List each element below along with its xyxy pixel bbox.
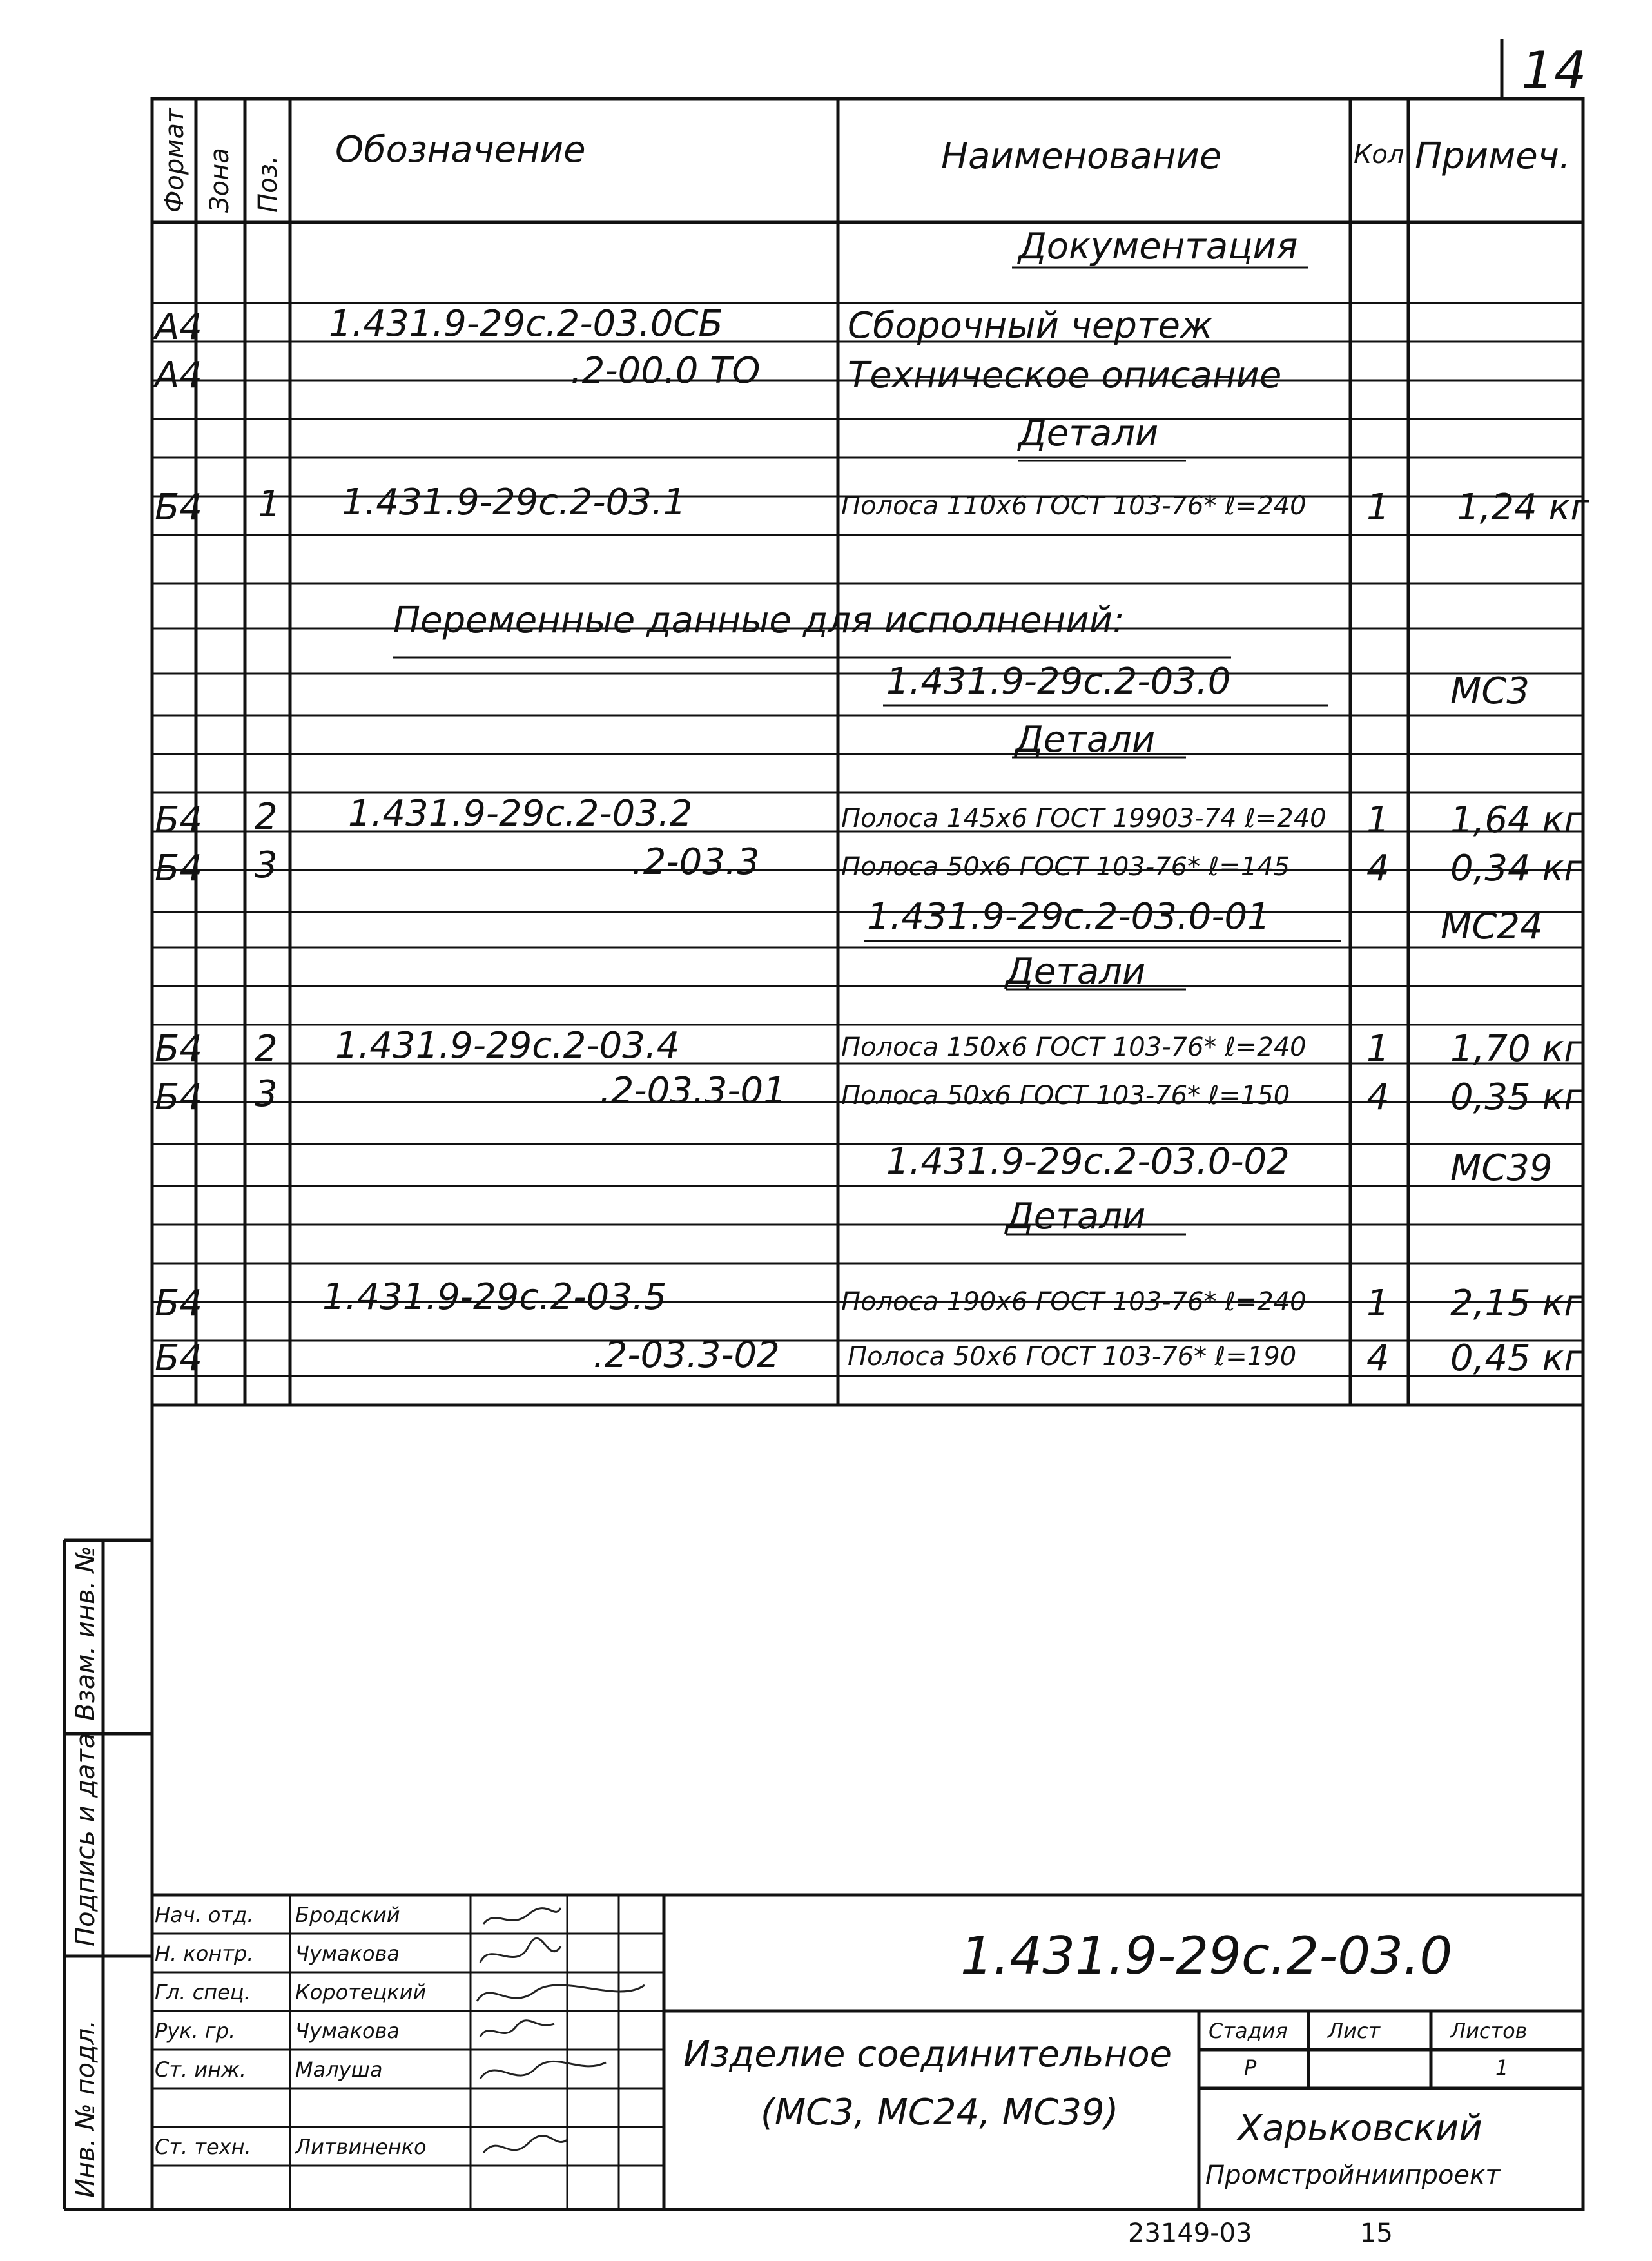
row-designation: .2-03.3-01	[599, 1070, 786, 1112]
stage-label: Стадия	[1209, 2019, 1288, 2043]
header-qty: Кол	[1354, 140, 1404, 170]
signer-role: Ст. техн.	[155, 2135, 251, 2159]
variant-designation: 1.431.9-29с.2-03.0-02	[886, 1141, 1290, 1183]
row-name: Полоса 110х6 ГОСТ 103-76* ℓ=240	[841, 491, 1307, 521]
variant-mark: МС24	[1441, 906, 1543, 947]
signer-role: Гл. спец.	[155, 1980, 251, 2004]
row-qty: 1	[1366, 799, 1390, 841]
row-name: Полоса 50х6 ГОСТ 103-76* ℓ=190	[848, 1342, 1297, 1372]
document-title: Изделие соединительное	[683, 2033, 1172, 2075]
org-name-line1: Харьковский	[1238, 2108, 1482, 2149]
signer-name: Коротецкий	[295, 1980, 427, 2004]
row-name: Сборочный чертеж	[848, 305, 1213, 347]
signer-role: Н. контр.	[155, 1941, 254, 1966]
section-title: Детали	[1015, 719, 1156, 761]
row-format: А4	[155, 354, 202, 396]
row-pos: 3	[255, 844, 278, 886]
signer-name: Чумакова	[295, 1941, 400, 1966]
variant-mark: МС39	[1450, 1147, 1553, 1189]
signer-role: Нач. отд.	[155, 1903, 254, 1927]
row-qty: 4	[1366, 1337, 1390, 1379]
row-designation: .2-00.0 ТО	[570, 350, 761, 392]
row-name: Полоса 50х6 ГОСТ 103-76* ℓ=150	[841, 1081, 1290, 1111]
row-format: А4	[155, 306, 202, 348]
header-note: Примеч.	[1415, 135, 1571, 177]
row-designation: 1.431.9-29с.2-03.2	[348, 793, 693, 835]
row-format: Б4	[155, 799, 203, 841]
variant-designation: 1.431.9-29с.2-03.0-01	[867, 896, 1270, 938]
header-zone: Зона	[205, 148, 235, 213]
side-label-sign-date: Подпись и дата	[71, 1732, 101, 1946]
side-label-inv-sub: Инв. № подл.	[71, 2020, 101, 2198]
row-note: 0,45 кг	[1450, 1337, 1583, 1379]
row-format: Б4	[155, 1283, 203, 1325]
document-code: 1.431.9-29с.2-03.0	[960, 1926, 1453, 1986]
row-designation: 1.431.9-29с.2-03.5	[322, 1276, 667, 1318]
signer-name: Литвиненко	[295, 2135, 427, 2159]
document-title-variants: (МС3, МС24, МС39)	[761, 2091, 1119, 2133]
signer-name: Чумакова	[295, 2019, 400, 2043]
signer-role: Рук. гр.	[155, 2019, 236, 2043]
row-note: 0,35 кг	[1450, 1076, 1583, 1118]
header-format: Формат	[160, 108, 189, 213]
row-format: Б4	[155, 1337, 203, 1379]
signer-role: Ст. инж.	[155, 2057, 247, 2082]
row-pos: 1	[258, 483, 281, 525]
row-qty: 1	[1366, 1028, 1390, 1070]
section-title: Детали	[1006, 1196, 1146, 1237]
row-designation: .2-03.3-02	[593, 1334, 780, 1376]
row-qty: 4	[1366, 848, 1390, 889]
row-format: Б4	[155, 848, 203, 889]
org-name-line2: Промстройниипроект	[1205, 2160, 1501, 2190]
page-number: 14	[1521, 41, 1587, 101]
row-note: 1,24 кг	[1457, 487, 1589, 529]
row-name: Полоса 50х6 ГОСТ 103-76* ℓ=145	[841, 852, 1290, 882]
sheets-value: 1	[1495, 2055, 1509, 2080]
header-pos: Поз.	[253, 155, 283, 213]
sheets-label: Листов	[1450, 2019, 1528, 2043]
row-format: Б4	[155, 1076, 203, 1118]
header-name: Наименование	[941, 135, 1222, 177]
row-designation: 1.431.9-29с.2-03.4	[335, 1025, 680, 1067]
row-qty: 1	[1366, 1283, 1390, 1325]
row-pos: 2	[255, 796, 278, 838]
sheet-label: Лист	[1328, 2019, 1381, 2043]
variable-data-title: Переменные данные для исполнений:	[393, 599, 1125, 641]
row-note: 0,34 кг	[1450, 848, 1583, 889]
header-designation: Обозначение	[335, 129, 586, 171]
row-name: Полоса 145х6 ГОСТ 19903-74 ℓ=240	[841, 804, 1326, 833]
footer-code: 23149-03	[1128, 2218, 1252, 2248]
row-designation: 1.431.9-29с.2-03.0СБ	[329, 303, 723, 345]
row-designation: 1.431.9-29с.2-03.1	[342, 481, 686, 523]
row-name: Полоса 150х6 ГОСТ 103-76* ℓ=240	[841, 1033, 1307, 1062]
variant-designation: 1.431.9-29с.2-03.0	[886, 661, 1231, 703]
row-note: 1,70 кг	[1450, 1028, 1583, 1070]
row-designation: .2-03.3	[632, 841, 760, 883]
row-qty: 1	[1366, 487, 1390, 529]
signer-name: Малуша	[295, 2057, 383, 2082]
section-title: Детали	[1006, 951, 1146, 993]
row-note: 2,15 кг	[1450, 1283, 1583, 1325]
row-pos: 3	[255, 1073, 278, 1115]
variant-mark: МС3	[1450, 670, 1530, 712]
row-name: Техническое описание	[848, 354, 1282, 396]
row-note: 1,64 кг	[1450, 799, 1583, 841]
row-format: Б4	[155, 1028, 203, 1070]
row-qty: 4	[1366, 1076, 1390, 1118]
row-pos: 2	[255, 1028, 278, 1070]
section-title: Детали	[1018, 412, 1159, 454]
row-name: Полоса 190х6 ГОСТ 103-76* ℓ=240	[841, 1287, 1307, 1317]
section-title: Документация	[1018, 226, 1298, 267]
signer-name: Бродский	[295, 1903, 400, 1927]
side-label-vzam-inv: Взам. инв. №	[71, 1546, 101, 1721]
stage-value: Р	[1244, 2055, 1257, 2080]
row-format: Б4	[155, 487, 203, 529]
footer-page: 15	[1360, 2218, 1393, 2248]
